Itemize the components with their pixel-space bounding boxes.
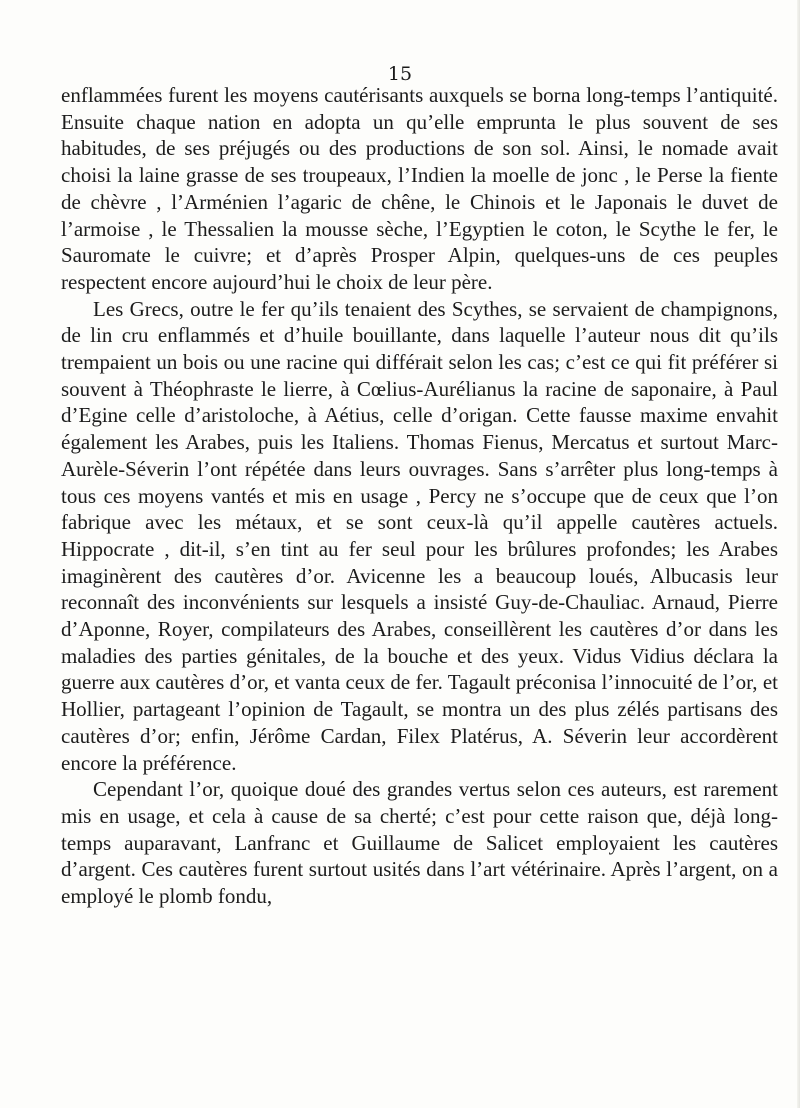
page-number: 15: [387, 63, 413, 85]
paragraph-2: Les Grecs, outre le fer qu’ils tenaient des Scythes, se servaient de champignons, de lin cru enflammés et d’huile bouillante, dans laquelle l’auteur nous dit qu’ils trempaient un bois ou une racine qui différait selon les cas; c’est ce qui fit préférer si souvent à Théophraste le lierre, à Cœlius-Aurélianus la racine de saponaire, à Paul d’Egine celle d’aristoloche, à Aétius, celle d’origan. Cette fausse maxime envahit également les Arabes, puis les Italiens. Thomas Fienus, Mercatus et surtout Marc-Aurèle-Séverin l’ont répétée dans leurs ouvrages. Sans s’arrêter plus long-temps à tous ces moyens vantés et mis en usage , Percy ne s’occupe que de ceux que l’on fabrique avec les métaux, et se sont ceux-là qu’il appelle cautères actuels. Hippocrate , dit-il, s’en tint au fer seul pour les brûlures profondes; les Arabes imaginèrent des cautères d’or. Avicenne les a beaucoup loués, Albucasis leur reconnaît des inconvénients sur lesquels a insisté Guy-de-Chauliac. Arnaud, Pierre d’Aponne, Royer, compilateurs des Arabes, conseillèrent les cautères d’or dans les maladies des parties génitales, de la bouche et des yeux. Vidus Vidius déclara la guerre aux cautères d’or, et vanta ceux de fer. Tagault préconisa l’innocuité de l’or, et Hollier, partageant l’opinion de Tagault, se montra un des plus zélés partisans des cautères d’or; enfin, Jérôme Cardan, Filex Platérus, A. Séverin leur accordèrent encore la préférence.: [61, 296, 778, 775]
body-text: [61, 82, 778, 910]
paragraph-3: Cependant l’or, quoique doué des grandes vertus selon ces auteurs, est rarement mis en usage, et cela à cause de sa cherté; c’est pour cette raison que, déjà long-temps auparavant, Lanfranc et Guillaume de Salicet employaient les cautères d’argent. Ces cautères furent surtout usités dans l’art vétérinaire. Après l’argent, on a employé le plomb fondu,: [61, 777, 778, 909]
paragraph-1: enflammées furent les moyens cautérisants auxquels se borna long-temps l’antiquité. Ensuite chaque nation en adopta un qu’elle emprunta le plus souvent de ses habitudes, de ses préjugés ou des productions de son sol. Ainsi, le nomade avait choisi la laine grasse de ses troupeaux, l’Indien la moelle de jonc , le Perse la fiente de chèvre , l’Arménien l’agaric de chêne, le Chinois et le Japonais le duvet de l’armoise , le Thessalien la mousse sèche, l’Egyptien le coton, le Scythe le fer, le Sauromate le cuivre; et d’après Prosper Alpin, quelques-uns de ces peuples respectent encore aujourd’hui le choix de leur père.: [61, 83, 778, 294]
